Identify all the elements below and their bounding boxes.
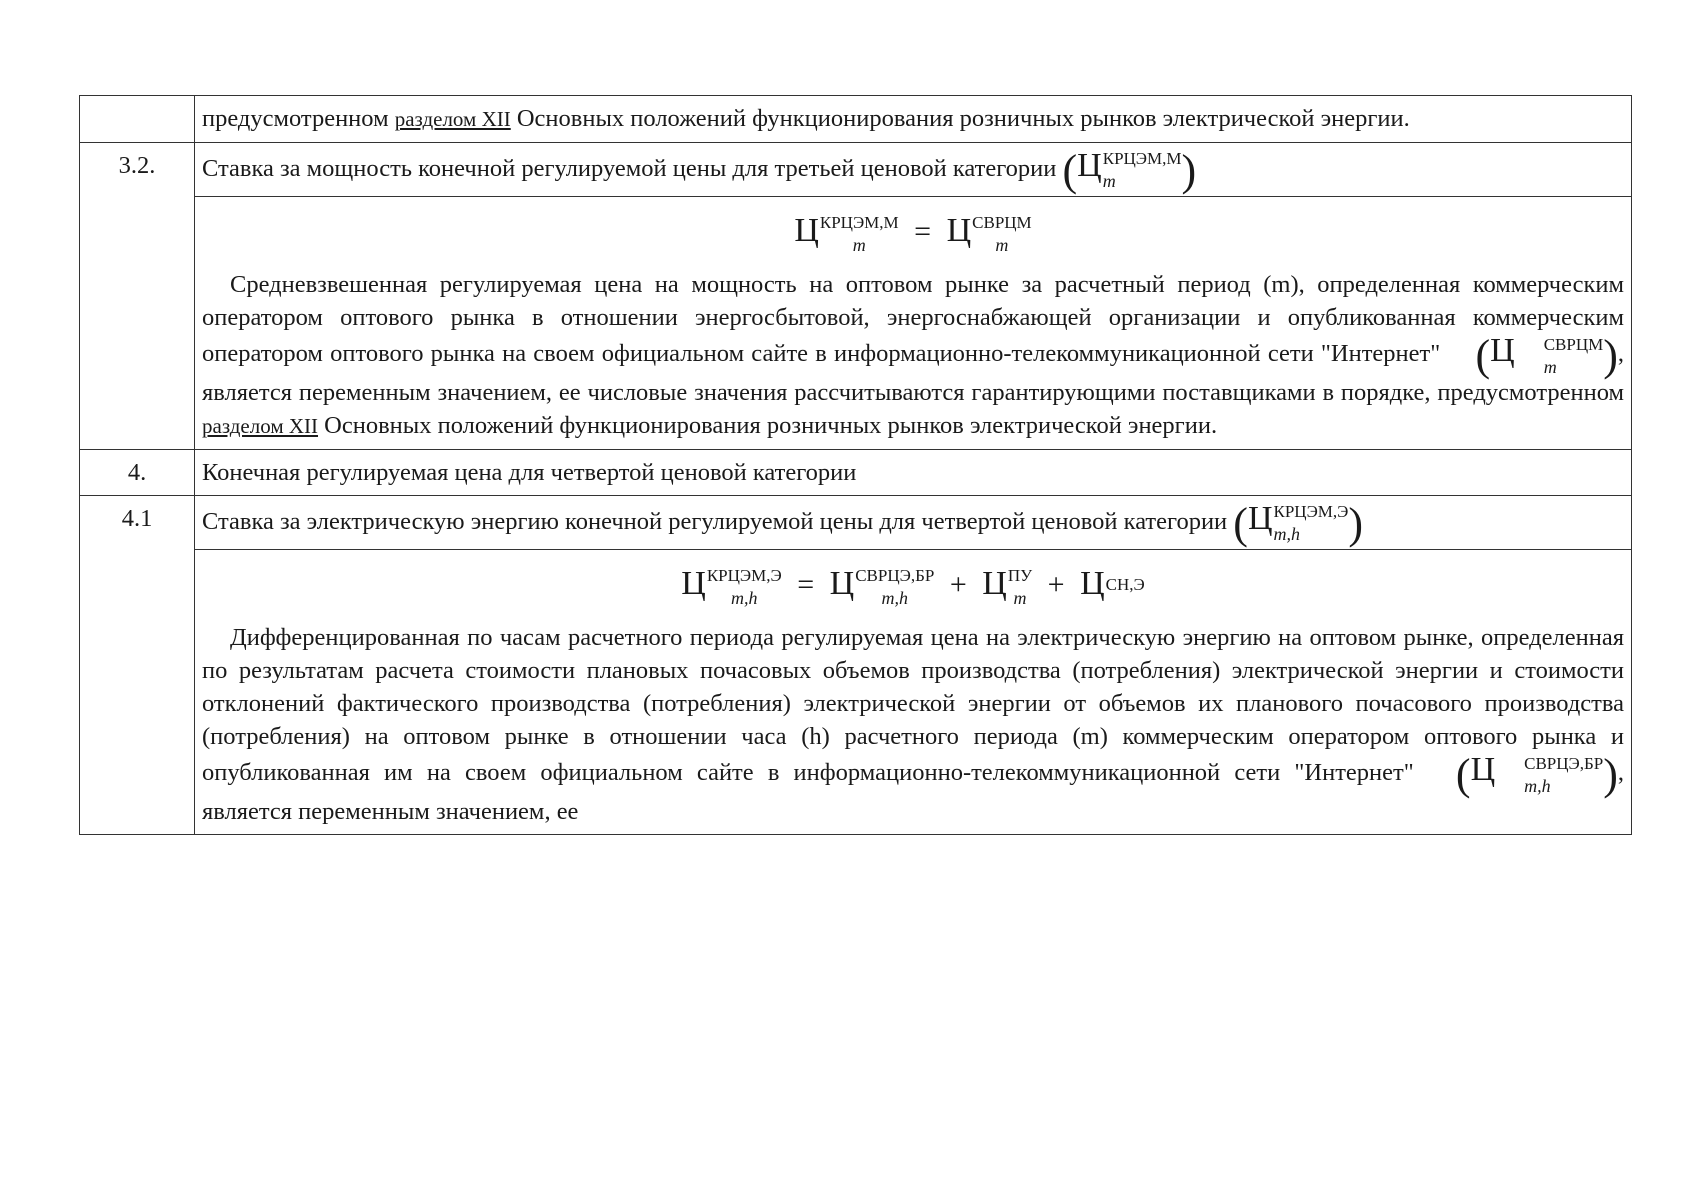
- symbol-base: Ц: [794, 212, 819, 250]
- price-symbol: [1428, 750, 1618, 800]
- section-link[interactable]: разделом XII: [394, 107, 511, 131]
- equals-sign: =: [914, 215, 932, 249]
- symbol-superscript: СВРЦЭ,БР: [855, 566, 935, 586]
- table-row: [80, 495, 1632, 549]
- price-symbol: [1233, 498, 1364, 548]
- left-paren: (: [1062, 145, 1078, 195]
- symbol-superscript: КРЦЭМ,Э: [1273, 502, 1349, 522]
- symbol-superscript: КРЦЭМ,М: [819, 213, 899, 233]
- plus-sign: +: [1047, 568, 1065, 602]
- symbol-base: Ц: [1490, 332, 1515, 370]
- symbol-subscript: m,h: [1273, 524, 1301, 545]
- text: Основных положений функционирования розничных рынков электрической энергии.: [318, 411, 1218, 439]
- table-row: [80, 96, 1632, 143]
- symbol-subscript: m,h: [1524, 775, 1551, 796]
- description-paragraph: [202, 621, 1624, 827]
- right-paren: ): [1603, 331, 1618, 381]
- symbol-superscript: СВРЦЭ,БР: [1524, 753, 1604, 773]
- symbol-superscript: КРЦЭМ,М: [1102, 149, 1182, 169]
- row-heading: [195, 143, 1632, 197]
- row-heading: Конечная регулируемая цена для четвертой ценовой категории: [195, 449, 1632, 495]
- row-text: [195, 96, 1632, 143]
- row-number: [80, 96, 195, 143]
- symbol-base: Ц: [829, 565, 855, 603]
- right-paren: ): [1181, 145, 1197, 195]
- symbol-superscript: СН,Э: [1105, 575, 1145, 595]
- equals-sign: =: [797, 568, 815, 602]
- symbol-base: Ц: [1247, 499, 1273, 537]
- symbol-subscript: m,h: [731, 588, 758, 609]
- description-paragraph: [202, 268, 1624, 442]
- row-number: 4.1: [80, 495, 195, 834]
- row-body: [195, 550, 1632, 834]
- text: , является переменным значением, ее числовые значения рассчитываются гарантирующими поставщиками в порядке, предусмотренном: [202, 340, 1625, 406]
- row-body: [195, 197, 1632, 449]
- text: предусмотренном: [202, 105, 395, 132]
- text: Средневзвешенная регулируемая цена на мощность на оптовом рынке за расчетный период (m), определенная коммерческим оператором оптового рынка в отношении энергосбытовой, энергоснабжающей организации и опубликованная коммерческим оператором оптового рынка на своем официальном сайте в информационно-телекоммуникационной сети "Интернет": [202, 271, 1624, 368]
- text: Дифференцированная по часам расчетного периода регулируемая цена на электрическую энергию на оптовом рынке, определенная по результатам расчета стоимости плановых почасовых объемов производства (потребления) электрической энергии и стоимости отклонений фактического производства (потребления) электрической энергии от объемов их планового почасового производства (потребления) на оптовом рынке в отношении часа (h) расчетного периода (m) коммерческим оператором оптового рынка и опубликованная им на своем официальном сайте в информационно-телекоммуникационной сети "Интернет": [202, 624, 1624, 787]
- symbol-base: Ц: [1077, 147, 1102, 184]
- left-paren: (: [1455, 750, 1471, 800]
- text: , является переменным значением, ее: [202, 759, 1625, 825]
- row-number: 3.2.: [80, 143, 195, 450]
- symbol-base: Ц: [1470, 751, 1496, 789]
- symbol-superscript: СВРЦМ: [1543, 334, 1604, 354]
- symbol-subscript: m: [995, 235, 1009, 256]
- price-symbol: [1447, 331, 1618, 381]
- left-paren: (: [1475, 331, 1491, 381]
- symbol-base: Ц: [946, 212, 972, 250]
- symbol-superscript: КРЦЭМ,Э: [706, 566, 782, 586]
- left-paren: (: [1233, 498, 1248, 548]
- symbol-subscript: m: [1102, 171, 1116, 192]
- table-row: [80, 449, 1632, 495]
- tariff-table: [79, 95, 1632, 835]
- price-symbol: [1062, 145, 1197, 195]
- symbol-subscript: m: [1543, 356, 1557, 377]
- symbol-superscript: ПУ: [1007, 566, 1033, 586]
- right-paren: ): [1603, 750, 1618, 800]
- symbol-base: Ц: [1080, 565, 1105, 603]
- table-row: [80, 197, 1632, 449]
- formula: [202, 562, 1624, 607]
- formula: [202, 209, 1624, 254]
- symbol-base: Ц: [681, 565, 706, 603]
- row-number: 4.: [80, 449, 195, 495]
- symbol-subscript: m,h: [881, 588, 909, 609]
- row-heading: [195, 495, 1632, 549]
- text: Основных положений функционирования розничных рынков электрической энергии.: [510, 105, 1410, 132]
- section-link[interactable]: разделом XII: [202, 413, 319, 438]
- symbol-subscript: m: [1013, 588, 1027, 609]
- table-row: [80, 550, 1632, 834]
- right-paren: ): [1348, 498, 1364, 548]
- row-label: Ставка за мощность конечной регулируемой цены для третьей ценовой категории: [202, 155, 1057, 182]
- symbol-base: Ц: [982, 565, 1007, 603]
- table-row: [80, 143, 1632, 197]
- symbol-superscript: СВРЦМ: [972, 213, 1032, 233]
- row-label: Ставка за электрическую энергию конечной регулируемой цены для четвертой ценовой категории: [202, 507, 1228, 535]
- plus-sign: +: [949, 568, 967, 602]
- symbol-subscript: m: [852, 235, 866, 256]
